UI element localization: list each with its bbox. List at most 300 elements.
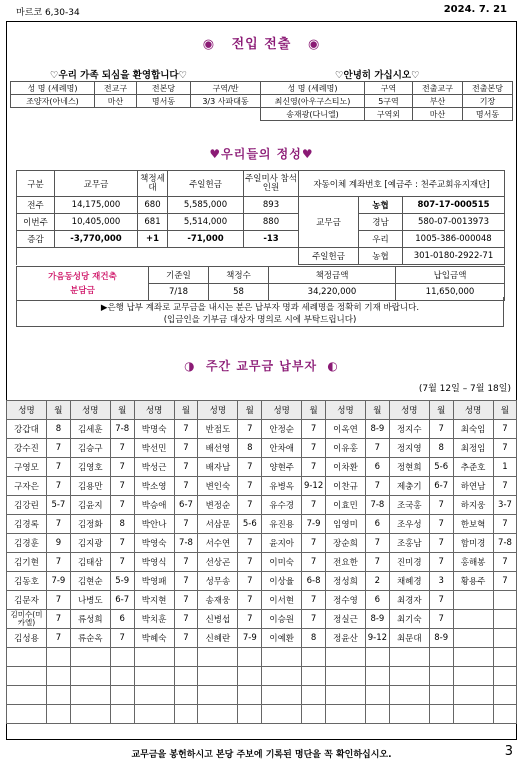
payer-month: 6 [365, 458, 389, 477]
payer-month: 7 [174, 477, 198, 496]
building-value: 11,650,000 [396, 284, 505, 301]
payer-month [429, 667, 453, 686]
payer-name: 이효민 [325, 496, 365, 515]
payer-name: 신혜란 [198, 629, 238, 648]
payer-month [238, 686, 262, 705]
building-label-2: 분담금 [70, 285, 95, 296]
payer-name: 최경자 [389, 591, 429, 610]
payer-month: 5-9 [110, 572, 134, 591]
payer-month: 7 [238, 420, 262, 439]
building-header: 기준일 [149, 267, 209, 284]
payer-month: 8-9 [365, 420, 389, 439]
account-header: 자동이체 계좌번호 [예금주 : 천주교회유지재단] [299, 171, 505, 197]
transfer-table [10, 81, 513, 121]
payer-name [134, 667, 174, 686]
payer-month [302, 667, 326, 686]
payer-name: 나병도 [70, 591, 110, 610]
half-circle-icon: ◐ [327, 359, 339, 373]
payer-name [134, 686, 174, 705]
payer-name: 박영패 [134, 572, 174, 591]
payer-month: 7 [429, 610, 453, 629]
payer-month: 7 [302, 610, 326, 629]
account-bank: 경남 [359, 214, 403, 231]
payer-name: 서수연 [198, 534, 238, 553]
payer-month: 7 [365, 477, 389, 496]
payer-month: 9-12 [365, 629, 389, 648]
payer-month: 6 [365, 515, 389, 534]
payer-name [389, 648, 429, 667]
stats-cell: 5,585,000 [168, 197, 244, 214]
payer-month: 7 [174, 591, 198, 610]
col-header-name: 성명 [70, 401, 110, 420]
table-row [7, 648, 517, 667]
payer-name: 유진용 [262, 515, 302, 534]
payer-month: 7 [302, 553, 326, 572]
payer-month: 7 [493, 477, 517, 496]
payer-month [110, 705, 134, 724]
payer-name [389, 667, 429, 686]
payer-name: 박치훈 [134, 610, 174, 629]
table-row [7, 553, 517, 572]
payer-month: 7 [493, 439, 517, 458]
payer-month: 7 [493, 572, 517, 591]
table-row [7, 515, 517, 534]
stats-cell: -13 [244, 231, 299, 248]
payer-month: 7 [302, 496, 326, 515]
account-group: 주일헌금 [299, 248, 359, 265]
payer-name: 김성용 [7, 629, 47, 648]
payer-name: 조우성 [389, 515, 429, 534]
stats-cell: 14,175,000 [55, 197, 138, 214]
stats-table [16, 170, 505, 265]
stats-cell: 680 [138, 197, 168, 214]
transfer-out-cell: 5구역 [365, 95, 413, 108]
payer-month [429, 648, 453, 667]
payer-month: 7 [238, 458, 262, 477]
payer-month: 9 [47, 534, 71, 553]
payer-month: 7-8 [110, 420, 134, 439]
payer-name: 전요한 [325, 553, 365, 572]
transfer-out-cell: 최신영(아우구스티노) [261, 95, 365, 108]
payer-name: 박선민 [134, 439, 174, 458]
payer-month: 6-7 [429, 477, 453, 496]
payer-month: 7 [47, 610, 71, 629]
transfer-title-text: 전입 전출 [231, 37, 292, 52]
payer-name: 강수진 [7, 439, 47, 458]
col-header-month: 월 [493, 401, 517, 420]
payer-name: 선상곤 [198, 553, 238, 572]
payer-name [389, 686, 429, 705]
stats-cell: 681 [138, 214, 168, 231]
payer-month: 5-6 [429, 458, 453, 477]
payer-month [47, 705, 71, 724]
payer-month [47, 648, 71, 667]
stats-cell: 증감 [17, 231, 55, 248]
transfer-out-cell: 마산 [413, 108, 463, 121]
payer-month: 6-8 [302, 572, 326, 591]
bank-note-box [16, 297, 504, 327]
payer-month [365, 648, 389, 667]
transfer-in-header: 전본당 [137, 82, 191, 95]
payer-name: 정지영 [389, 439, 429, 458]
payer-name [389, 705, 429, 724]
col-header-name: 성명 [325, 401, 365, 420]
payer-month: 7 [110, 439, 134, 458]
payer-name: 이유홍 [325, 439, 365, 458]
payer-month: 8 [238, 439, 262, 458]
payer-month: 7 [238, 572, 262, 591]
payer-name: 류순옥 [70, 629, 110, 648]
table-row [7, 496, 517, 515]
transfer-in-cell: 명서동 [137, 95, 191, 108]
stats-cell: 5,514,000 [168, 214, 244, 231]
building-value: 7/18 [149, 284, 209, 301]
payer-month: 7 [429, 515, 453, 534]
payer-name [453, 705, 493, 724]
payer-month [238, 648, 262, 667]
payer-month [174, 705, 198, 724]
payer-month [174, 686, 198, 705]
payer-month: 7 [47, 629, 71, 648]
account-number: 807-17-000515 [403, 197, 505, 214]
payer-month: 7 [238, 610, 262, 629]
transfer-in-header: 구역/반 [191, 82, 261, 95]
payer-month: 7 [110, 477, 134, 496]
payer-month: 7 [238, 591, 262, 610]
payer-month: 5-7 [47, 496, 71, 515]
stats-cell: 이번주 [17, 214, 55, 231]
payer-name: 안차애 [262, 439, 302, 458]
payer-month [493, 686, 517, 705]
transfer-out-header: 성 명 (세례명) [261, 82, 365, 95]
payer-month: 7 [174, 420, 198, 439]
payer-month [493, 629, 517, 648]
building-fund-label [17, 267, 149, 301]
payer-name: 홍해봉 [453, 553, 493, 572]
payer-month: 8 [110, 515, 134, 534]
payer-month: 7 [365, 553, 389, 572]
payer-name [325, 705, 365, 724]
payer-month: 7 [110, 553, 134, 572]
col-header-name: 성명 [7, 401, 47, 420]
stats-cell: 893 [244, 197, 299, 214]
payer-name: 장순희 [325, 534, 365, 553]
payer-month: 7 [429, 591, 453, 610]
payer-name [453, 610, 493, 629]
payer-month [47, 667, 71, 686]
payer-name: 김강린 [7, 496, 47, 515]
payer-name: 이찬규 [325, 477, 365, 496]
col-header-name: 성명 [198, 401, 238, 420]
page-header [8, 2, 515, 18]
payer-name: 황용주 [453, 572, 493, 591]
col-header-month: 월 [110, 401, 134, 420]
table-row [7, 629, 517, 648]
payer-name: 함미경 [453, 534, 493, 553]
payer-name: 박안나 [134, 515, 174, 534]
payer-name: 박지현 [134, 591, 174, 610]
payer-month: 7 [302, 591, 326, 610]
transfer-in-cell: 3/3 사파대동 [191, 95, 261, 108]
payer-name: 제충기 [389, 477, 429, 496]
payer-name [7, 705, 47, 724]
payer-name: 한보혁 [453, 515, 493, 534]
payer-name: 김문자 [7, 591, 47, 610]
payer-month [110, 648, 134, 667]
payer-month: 7 [429, 534, 453, 553]
payer-name: 박승애 [134, 496, 174, 515]
payer-month: 7-8 [493, 534, 517, 553]
building-fund-table [16, 266, 505, 301]
table-row [7, 477, 517, 496]
payer-name [70, 648, 110, 667]
payer-month: 2 [365, 572, 389, 591]
payer-month [493, 667, 517, 686]
payer-name: 서삼문 [198, 515, 238, 534]
transfer-out-header: 전출본당 [463, 82, 513, 95]
payer-month: 7 [174, 458, 198, 477]
payer-month: 7 [493, 515, 517, 534]
table-row [7, 534, 517, 553]
header-source: 마르코 6,30-34 [16, 8, 80, 18]
col-header-name: 성명 [453, 401, 493, 420]
payer-name [453, 667, 493, 686]
building-label-1: 가음동성당 재건축 [48, 271, 117, 282]
stats-header: 주일헌금 [168, 171, 244, 197]
payer-month [429, 686, 453, 705]
payer-month: 7 [174, 629, 198, 648]
payer-name: 신병섭 [198, 610, 238, 629]
payer-name: 이미숙 [262, 553, 302, 572]
payer-month: 7 [174, 572, 198, 591]
payer-month [238, 667, 262, 686]
payer-name [198, 686, 238, 705]
payer-month: 8-9 [429, 629, 453, 648]
payer-name: 김용만 [70, 477, 110, 496]
building-value: 58 [209, 284, 269, 301]
payer-name: 최기숙 [389, 610, 429, 629]
payer-month: 7 [238, 496, 262, 515]
empty-cell [17, 248, 299, 265]
payer-name: 이서현 [262, 591, 302, 610]
payer-month: 7-8 [174, 534, 198, 553]
col-header-month: 월 [429, 401, 453, 420]
payer-name: 이승원 [262, 610, 302, 629]
payer-month: 7 [302, 458, 326, 477]
table-row [7, 572, 517, 591]
payer-name [325, 686, 365, 705]
half-circle-icon: ◑ [184, 359, 196, 373]
payer-name: 진미경 [389, 553, 429, 572]
table-row [7, 610, 517, 629]
col-header-month: 월 [174, 401, 198, 420]
payer-name: 박성근 [134, 458, 174, 477]
payer-name: 이예환 [262, 629, 302, 648]
payer-month: 7 [47, 591, 71, 610]
payer-name: 김영호 [70, 458, 110, 477]
bullet-icon: ◉ [202, 37, 216, 52]
payer-month [493, 648, 517, 667]
payer-name: 정지수 [389, 420, 429, 439]
transfer-out-cell: 부산 [413, 95, 463, 108]
payer-month: 7 [429, 420, 453, 439]
account-bank: 농협 [359, 248, 403, 265]
payer-month: 7 [429, 496, 453, 515]
payer-name [198, 648, 238, 667]
payer-month: 7 [110, 629, 134, 648]
col-header-month: 월 [365, 401, 389, 420]
payer-name [453, 629, 493, 648]
payer-month [302, 705, 326, 724]
payer-name [7, 667, 47, 686]
welcome-text: ♡우리 가족 되심을 환영합니다♡ [50, 70, 188, 81]
payer-name: 배선영 [198, 439, 238, 458]
payer-name [453, 648, 493, 667]
payer-name: 임영미 [325, 515, 365, 534]
payer-month: 7 [47, 553, 71, 572]
payers-title-text: 주간 교무금 납부자 [205, 359, 318, 373]
payer-month: 9-12 [302, 477, 326, 496]
table-row [7, 439, 517, 458]
payer-name: 박명숙 [134, 420, 174, 439]
payer-name: 양현주 [262, 458, 302, 477]
stats-header: 주일미사 참석인원 [244, 171, 299, 197]
payer-month: 7-8 [365, 496, 389, 515]
payer-name: 김정화 [70, 515, 110, 534]
payer-name [262, 686, 302, 705]
payer-name [262, 705, 302, 724]
payer-month: 7-9 [47, 572, 71, 591]
payer-name: 김기현 [7, 553, 47, 572]
payer-month: 1 [493, 458, 517, 477]
payer-name: 김경록 [7, 515, 47, 534]
table-row [7, 667, 517, 686]
stats-header: 구분 [17, 171, 55, 197]
payer-month: 7 [302, 420, 326, 439]
stats-header: 책정세대 [138, 171, 168, 197]
table-row [7, 458, 517, 477]
transfer-in-cell: 조양자(아네스) [11, 95, 95, 108]
transfer-out-cell: 구역외 [365, 108, 413, 121]
payer-name: 정수영 [325, 591, 365, 610]
stats-header: 교무금 [55, 171, 138, 197]
payer-month: 7 [429, 553, 453, 572]
payer-month [493, 591, 517, 610]
payers-date-range: (7월 12일 – 7월 18일) [418, 384, 511, 394]
stats-cell: +1 [138, 231, 168, 248]
payer-month: 7 [47, 458, 71, 477]
header-date: 2024. 7. 21 [443, 4, 507, 15]
payer-name: 유병옥 [262, 477, 302, 496]
payer-month: 7 [238, 477, 262, 496]
col-header-month: 월 [47, 401, 71, 420]
account-number: 301-0180-2922-71 [403, 248, 505, 265]
payer-name: 구영모 [7, 458, 47, 477]
payer-name: 변인숙 [198, 477, 238, 496]
payer-month: 8 [429, 439, 453, 458]
payer-name: 김승구 [70, 439, 110, 458]
page-number: 3 [504, 744, 513, 759]
payer-name: 박영식 [134, 553, 174, 572]
table-row [7, 591, 517, 610]
building-value: 34,220,000 [269, 284, 396, 301]
payer-name: 정윤산 [325, 629, 365, 648]
payer-name [134, 705, 174, 724]
payer-name: 김미수(미카엘) [7, 610, 47, 629]
stats-cell: 880 [244, 214, 299, 231]
payer-month: 7-9 [302, 515, 326, 534]
bank-note-1: ▶은행 납부 계좌로 교무금을 내시는 분은 납부자 명과 세례명을 정확히 기재 바랍니다. [100, 303, 420, 313]
payers-table [6, 400, 517, 724]
payer-name: 하지웅 [453, 496, 493, 515]
transfer-in-header: 전교구 [95, 82, 137, 95]
col-header-name: 성명 [134, 401, 174, 420]
payer-name: 정현희 [389, 458, 429, 477]
payer-name [198, 705, 238, 724]
payer-name [70, 705, 110, 724]
table-row [7, 686, 517, 705]
payer-name: 김지광 [70, 534, 110, 553]
payer-name: 구자은 [7, 477, 47, 496]
payer-name: 하연남 [453, 477, 493, 496]
building-header: 납입금액 [396, 267, 505, 284]
payer-month: 7 [47, 477, 71, 496]
payer-month: 7 [238, 534, 262, 553]
payer-month [429, 705, 453, 724]
payer-name [134, 648, 174, 667]
table-row [7, 705, 517, 724]
payer-name: 이옥연 [325, 420, 365, 439]
payer-month: 7 [174, 439, 198, 458]
payer-name [70, 667, 110, 686]
table-row [7, 420, 517, 439]
col-header-name: 성명 [389, 401, 429, 420]
payer-name: 안정순 [262, 420, 302, 439]
payer-name: 김동호 [7, 572, 47, 591]
payer-name: 최문대 [389, 629, 429, 648]
payer-month: 7 [302, 534, 326, 553]
payer-month [365, 667, 389, 686]
payer-name: 강갑대 [7, 420, 47, 439]
account-number: 1005-386-000048 [403, 231, 505, 248]
payer-name [262, 648, 302, 667]
payer-name: 박혜숙 [134, 629, 174, 648]
payer-month [365, 705, 389, 724]
stats-title: ♥우리들의 정성♥ [209, 147, 314, 161]
payer-name: 조국홍 [389, 496, 429, 515]
stats-cell: -3,770,000 [55, 231, 138, 248]
building-header: 책정금액 [269, 267, 396, 284]
payer-month: 5-6 [238, 515, 262, 534]
col-header-month: 월 [238, 401, 262, 420]
transfer-out-header: 구역 [365, 82, 413, 95]
payer-month [493, 610, 517, 629]
bank-note-2: (입금인을 기부금 대상자 명의로 시에 부탁드립니다) [163, 315, 357, 325]
payer-month [110, 686, 134, 705]
stats-cell: -71,000 [168, 231, 244, 248]
transfer-out-cell: 명서동 [463, 108, 513, 121]
payer-month: 7 [110, 458, 134, 477]
payer-name: 김윤지 [70, 496, 110, 515]
payer-month: 7 [174, 515, 198, 534]
payer-month: 6-7 [110, 591, 134, 610]
stats-cell: 전주 [17, 197, 55, 214]
bullet-icon: ◉ [307, 37, 321, 52]
payer-month: 7 [110, 534, 134, 553]
account-group: 교무금 [299, 197, 359, 248]
transfer-in-cell: 마산 [95, 95, 137, 108]
payer-name: 류성희 [70, 610, 110, 629]
